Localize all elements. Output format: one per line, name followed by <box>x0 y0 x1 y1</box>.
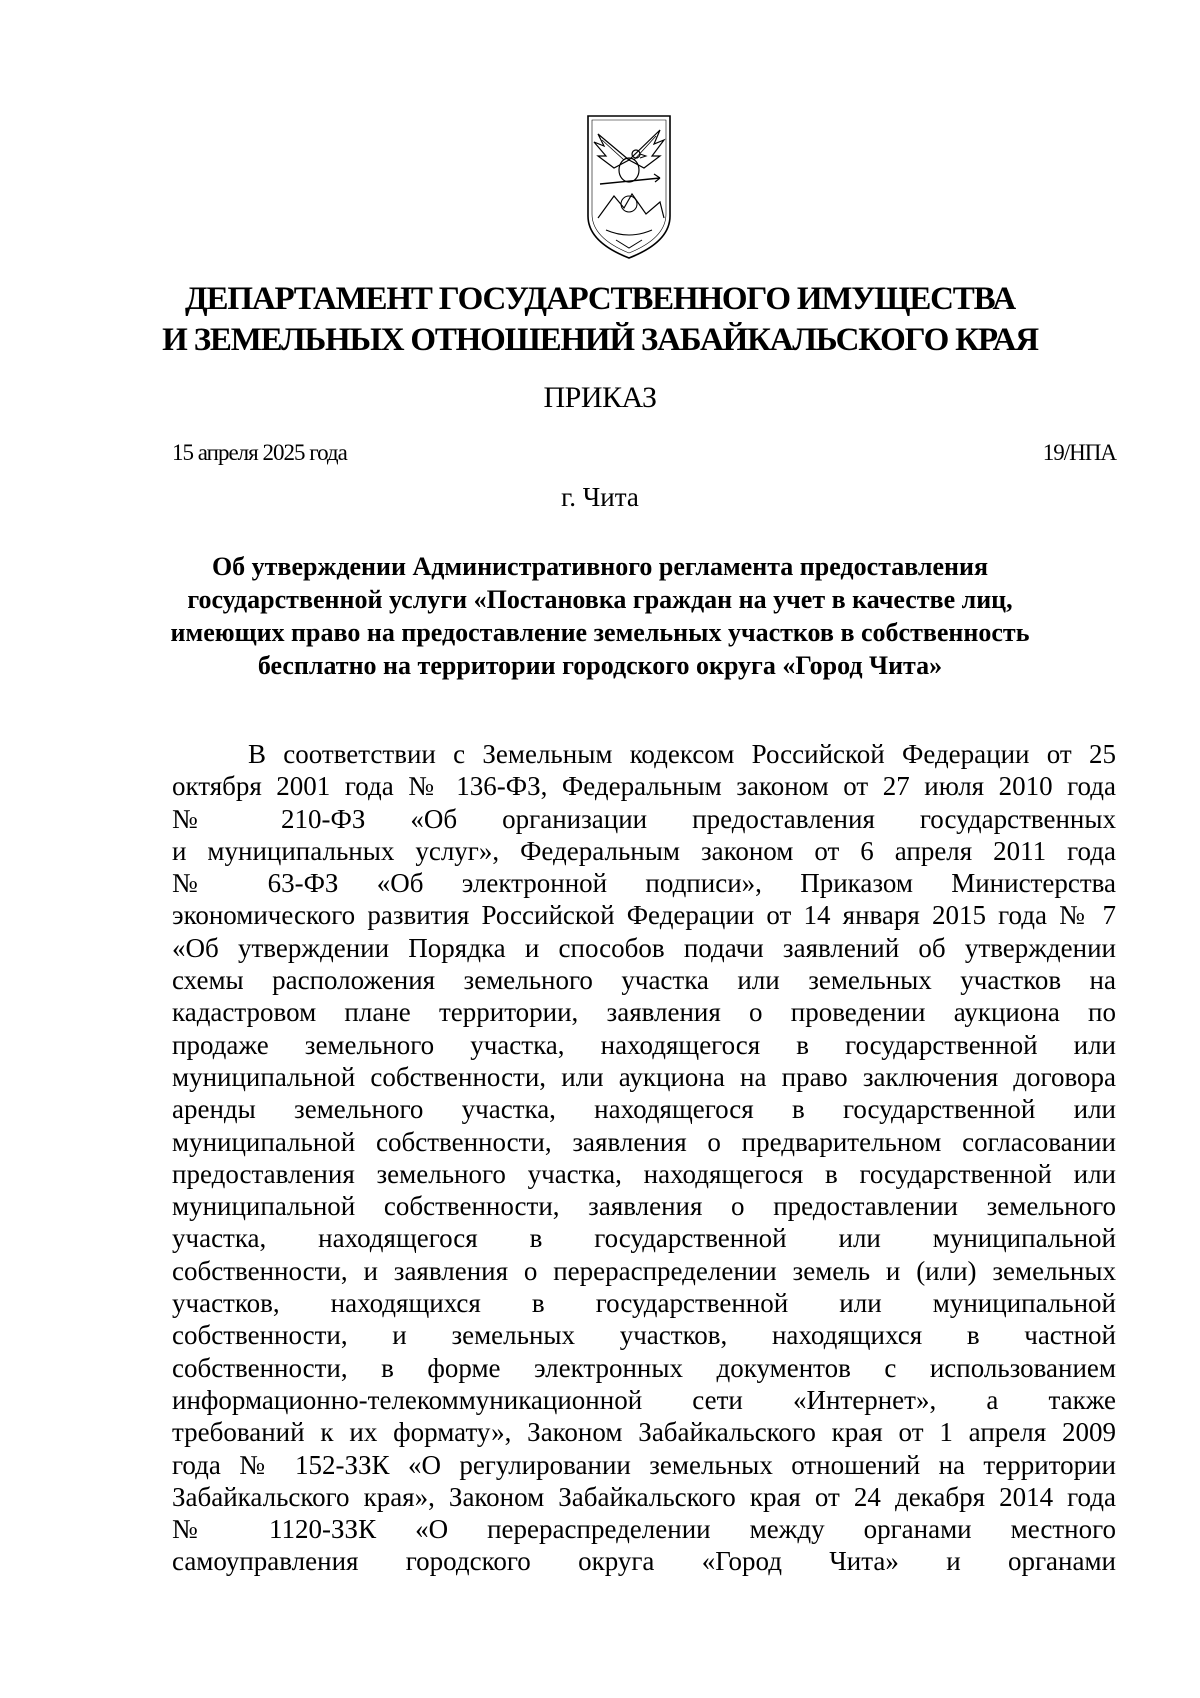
body-line: кадастровом плане территории, заявления о проведении аукциона по <box>172 997 1116 1028</box>
title-line: бесплатно на территории городского округа «Город Чита» <box>257 651 943 680</box>
body-line: требований к их формату», Законом Забайкальского края от 1 апреля 2009 <box>172 1417 1116 1448</box>
body-line: Забайкальского края», Законом Забайкальского края от 24 декабря 2014 года <box>172 1481 1116 1512</box>
body-line: аренды земельного участка, находящегося в государственной или <box>172 1094 1116 1125</box>
coat-of-arms-emblem <box>584 112 674 262</box>
department-name-line1: ДЕПАРТАМЕНТ ГОСУДАРСТВЕННОГО ИМУЩЕСТВА <box>185 281 1015 317</box>
body-line: № 1120-ЗЗК «О перераспределении между органами местного <box>172 1514 1116 1545</box>
body-line: собственности, и заявления о перераспределении земель и (или) земельных <box>172 1255 1116 1286</box>
document-number: 19/НПА <box>1042 440 1116 465</box>
document-body <box>172 738 1116 1578</box>
body-line: и муниципальных услуг», Федеральным законом от 6 апреля 2011 года <box>172 835 1116 866</box>
body-line: «Об утверждении Порядка и способов подачи заявлений об утверждении <box>172 932 1116 963</box>
body-line: № 210-ФЗ «Об организации предоставления государственных <box>172 803 1116 834</box>
body-line: информационно-телекоммуникационной сети «Интернет», а также <box>172 1384 1116 1415</box>
body-line: В соответствии с Земельным кодексом Российской Федерации от 25 <box>248 739 1116 769</box>
body-line: муниципальной собственности, заявления о предоставлении земельного <box>172 1191 1116 1222</box>
document-city: г. Чита <box>561 482 639 512</box>
body-line: года № 152-ЗЗК «О регулировании земельных отношений на территории <box>172 1449 1116 1480</box>
body-line: муниципальной собственности, заявления о предварительном согласовании <box>172 1126 1116 1157</box>
body-line: участка, находящегося в государственной или муниципальной <box>172 1223 1116 1254</box>
title-line: государственной услуги «Постановка граждан на учет в качестве лиц, <box>187 585 1013 614</box>
coat-of-arms-icon <box>584 112 674 262</box>
document-title <box>150 550 1050 682</box>
body-line: схемы расположения земельного участка или земельных участков на <box>172 965 1116 996</box>
body-line: продаже земельного участка, находящегося в государственной или <box>172 1029 1116 1060</box>
body-line: № 63-ФЗ «Об электронной подписи», Приказом Министерства <box>172 868 1116 899</box>
body-line: муниципальной собственности, или аукциона на право заключения договора <box>172 1061 1116 1092</box>
body-line: самоуправления городского округа «Город Чита» и органами <box>172 1546 1116 1577</box>
department-name-line2: И ЗЕМЕЛЬНЫХ ОТНОШЕНИЙ ЗАБАЙКАЛЬСКОГО КРАЯ <box>162 322 1038 358</box>
body-line: собственности, и земельных участков, находящихся в частной <box>172 1320 1116 1351</box>
document-date: 15 апреля 2025 года <box>172 440 347 465</box>
title-line: Об утверждении Административного регламента предоставления <box>211 552 989 581</box>
body-line: экономического развития Российской Федерации от 14 января 2015 года № 7 <box>172 900 1116 931</box>
document-type: ПРИКАЗ <box>543 381 657 414</box>
title-line: имеющих право на предоставление земельных участков в собственность <box>170 618 1030 647</box>
body-line: предоставления земельного участка, находящегося в государственной или <box>172 1158 1116 1189</box>
body-line: собственности, в форме электронных документов с использованием <box>172 1352 1116 1383</box>
body-line: участков, находящихся в государственной или муниципальной <box>172 1288 1116 1319</box>
body-line: октября 2001 года № 136-ФЗ, Федеральным законом от 27 июля 2010 года <box>172 771 1116 802</box>
